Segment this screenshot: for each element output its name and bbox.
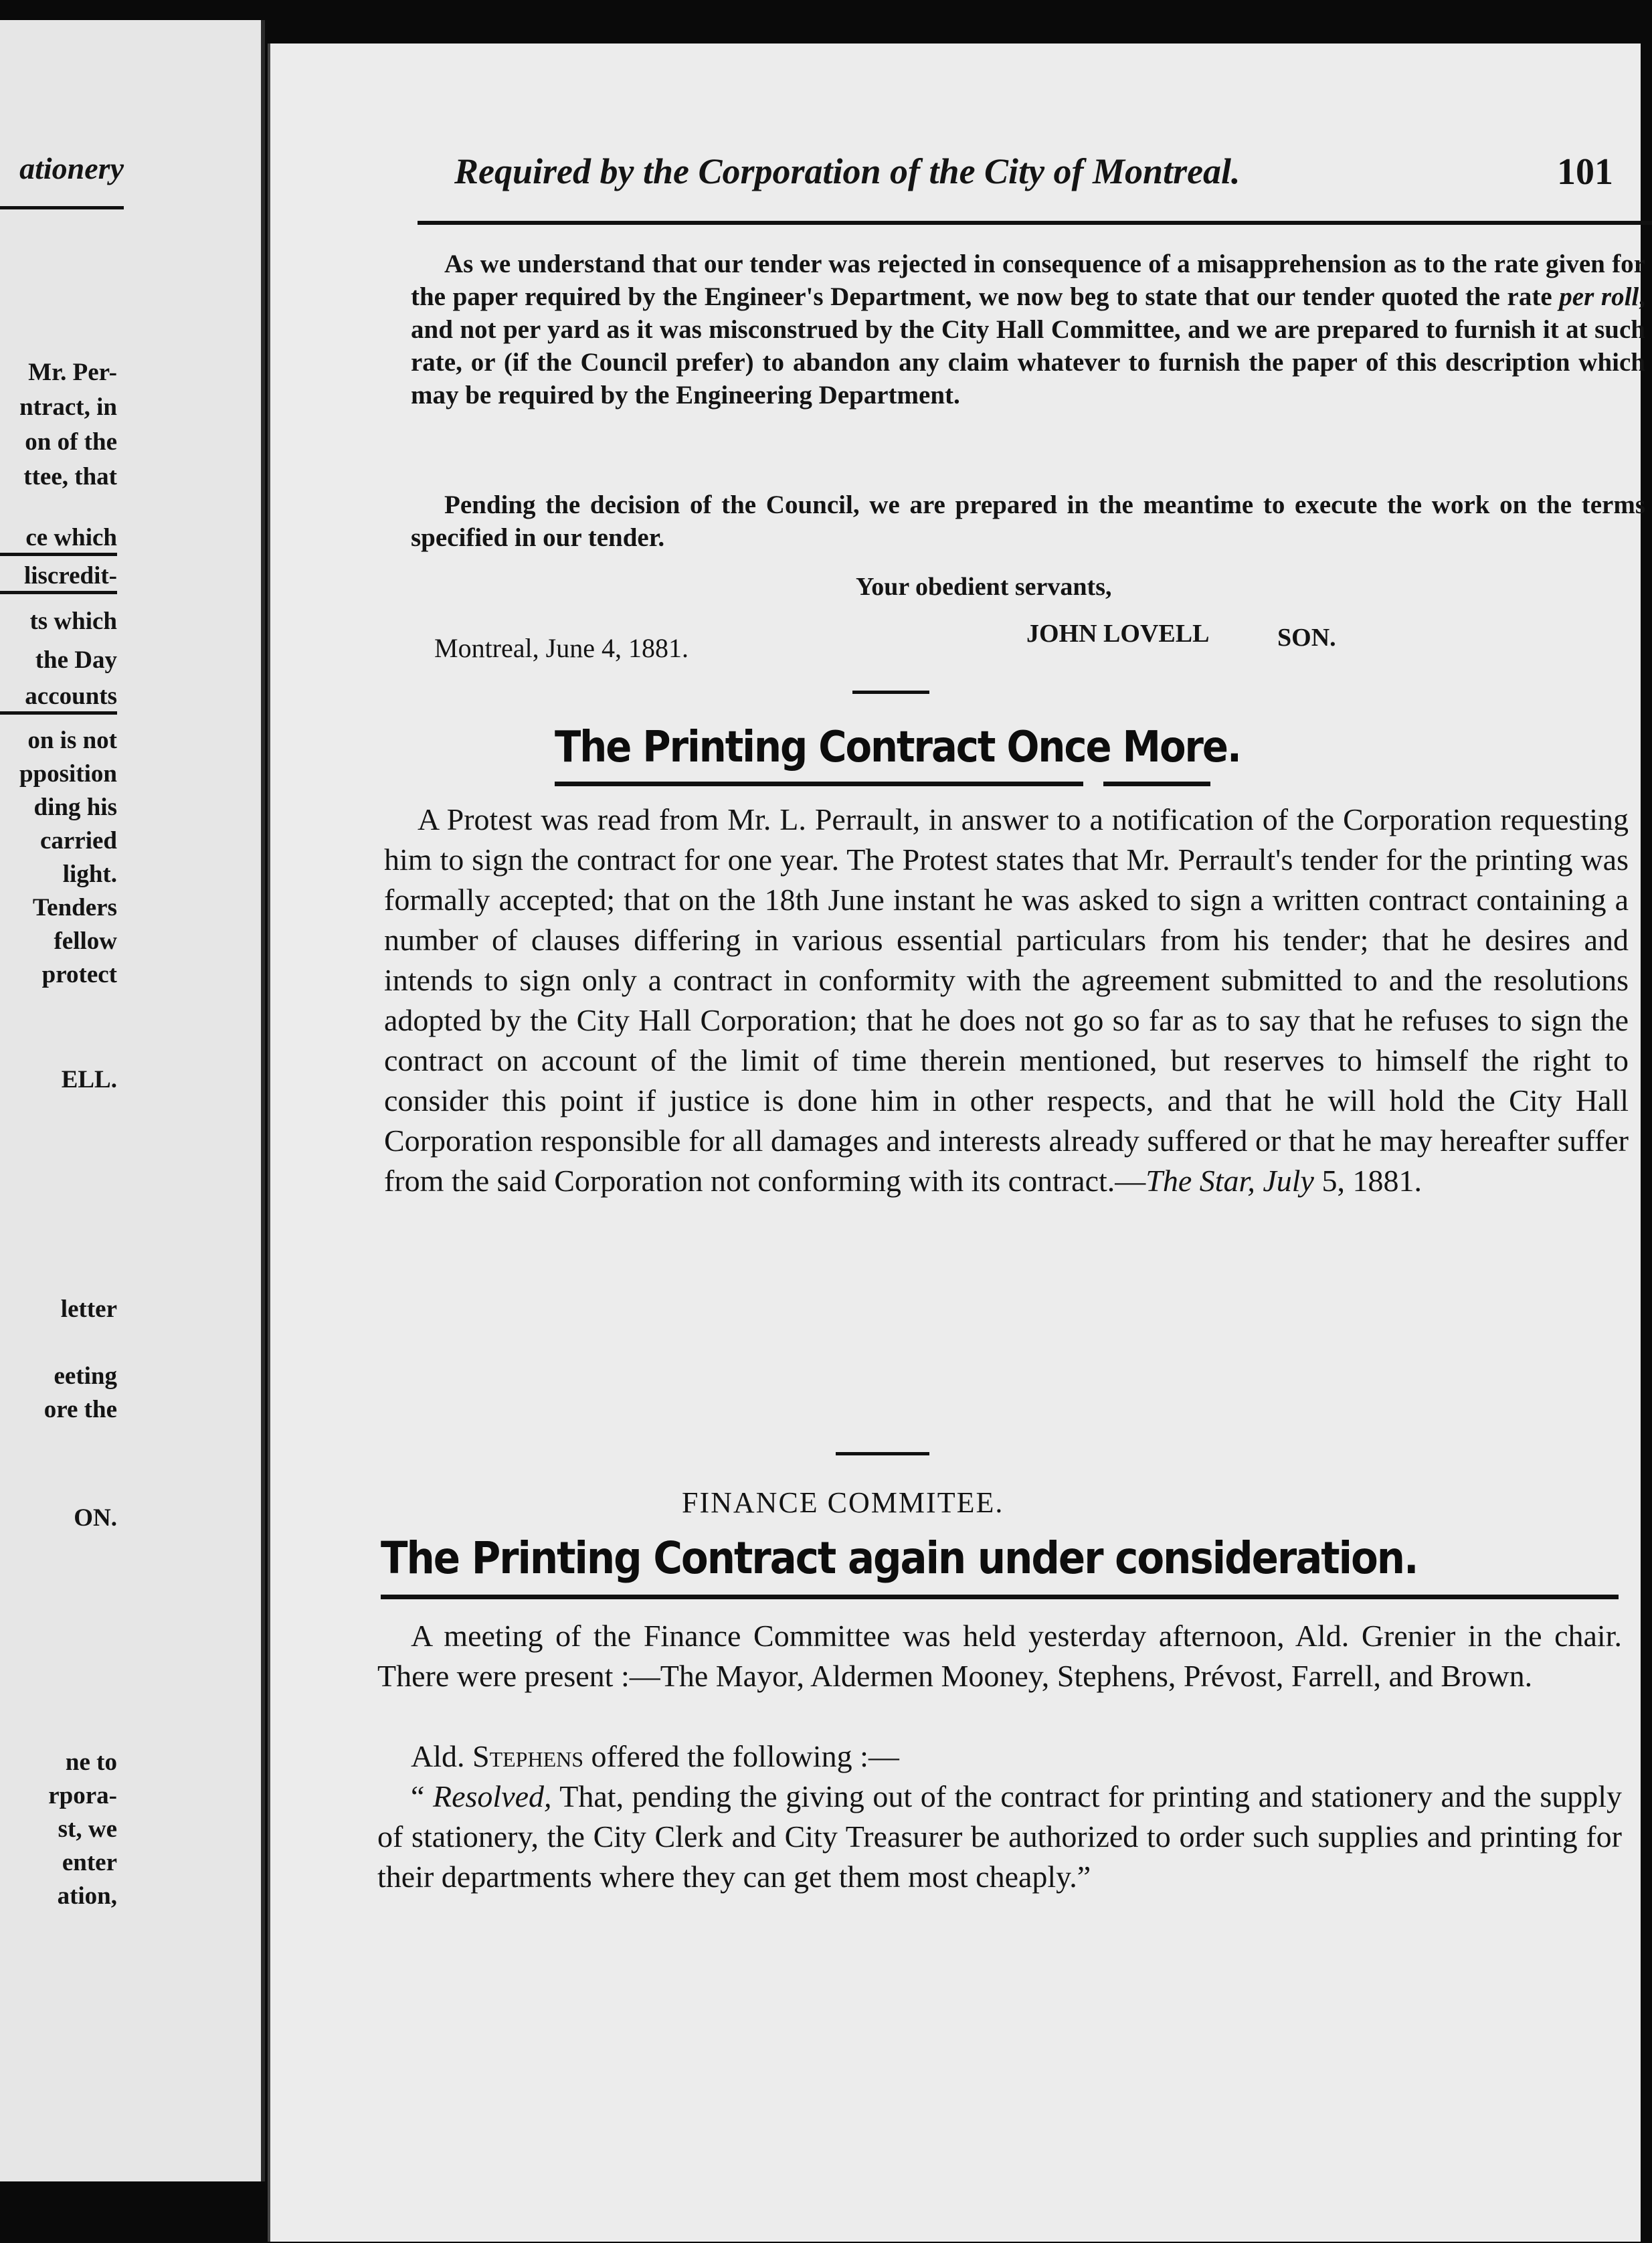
- left-facing-page: [0, 20, 265, 2181]
- left-fragment: letter: [60, 1295, 117, 1323]
- article-1-text: A Protest was read from Mr. L. Perrault, in answer to a notification of the Corporation requesting him to sign the contract for one year. The Protest states that Mr. Perrault's tender for the printing was formally accepted; that on the 18th June instant he was asked to sign a written contract containing a number of clauses differing in various essential particulars from his tender; that he desires and intends to sign only a contract in conformity with the agreement submitted to and the resolutions adopted by the City Hall Corporation; that he does not go so far as to say that he refuses to sign the contract on account of the limit of time therein mentioned, but reserves to himself the right to consider this point if justice is done him in other respects, and that he will hold the City Hall Corporation responsible for all damages and interests already suffered or that he may hereafter suffer from the said Corporation not conforming with its contract.—: [384, 802, 1629, 1198]
- letter-text: As we understand that our tender was rejected in consequence of a misapprehension as to the rate given for the paper required by the Engineer's Department, we now beg to state that our tender quoted the rate: [411, 250, 1645, 311]
- letter-paragraph-2: Pending the decision of the Council, we are prepared in the meantime to execute the work on the terms specified in our tender.: [411, 490, 1645, 552]
- left-fragment: enter: [62, 1849, 117, 1876]
- left-fragment: carried: [39, 827, 117, 855]
- left-fragment: on of the: [25, 428, 117, 456]
- left-fragment: ntract, in: [19, 393, 117, 421]
- article-2-kicker: FINANCE COMMITEE.: [682, 1486, 1004, 1519]
- article-1-source: The Star, July: [1145, 1164, 1314, 1198]
- left-fragment: Tenders: [32, 894, 117, 921]
- left-fragment: st, we: [58, 1815, 117, 1843]
- article-2-paragraph-2: [377, 1736, 1622, 1777]
- article-1-source-date: 5, 1881.: [1313, 1164, 1422, 1198]
- running-head: [454, 151, 1645, 192]
- left-fragment: on is not: [27, 727, 117, 754]
- resolution-lead: Resolved,: [433, 1779, 552, 1813]
- article-1-body: [384, 800, 1629, 1201]
- left-fragment: Mr. Per-: [28, 359, 117, 386]
- letter-paragraph-1: [411, 248, 1645, 412]
- article-1-title-end: More.: [1122, 723, 1241, 772]
- running-title: Required by the Corporation of the City of Montreal.: [454, 151, 1241, 191]
- article-2-text: Ald.: [411, 1739, 472, 1773]
- left-fragment: ne to: [65, 1748, 117, 1776]
- article-2-text: offered the following :—: [583, 1739, 899, 1773]
- quote-mark: “: [411, 1779, 433, 1813]
- letter-closing: Your obedient servants,: [856, 573, 1112, 601]
- article-2-resolution: [377, 1777, 1622, 1897]
- article-1-title-rule: [555, 782, 1083, 786]
- left-fragment: pposition: [19, 760, 117, 788]
- left-fragment: liscredit-: [0, 563, 117, 594]
- letter-text: , and not per yard as it was misconstrued by the City Hall Committee, and we are prepared to furnish it at such rate, or (if the Council prefer) to abandon any claim whatever to furnish the paper of this description which may be required by the Engineering Department.: [411, 282, 1645, 410]
- article-2-title-rule: [381, 1595, 1619, 1599]
- signature-son: SON.: [1277, 624, 1336, 652]
- article-1-title-main: The Printing Contract Once: [555, 723, 1111, 772]
- header-rule: [418, 221, 1652, 225]
- left-fragment: protect: [41, 961, 117, 988]
- left-fragment: ON.: [74, 1504, 117, 1532]
- alderman-name: Stephens: [472, 1739, 584, 1773]
- section-divider: [852, 691, 929, 694]
- article-1-title-rule-end: [1103, 782, 1210, 786]
- page-number: 101: [1557, 151, 1613, 193]
- left-fragment: eeting: [54, 1362, 117, 1390]
- resolution-text: That, pending the giving out of the contract for printing and stationery and the supply of stationery, the City Clerk and City Treasurer be authorized to order such supplies and printing for their departments where they can get them most cheaply.”: [377, 1779, 1622, 1894]
- left-fragment: accounts: [0, 684, 117, 715]
- signature-name: JOHN LOVELL: [1026, 620, 1210, 648]
- section-divider: [836, 1452, 929, 1455]
- left-fragment: ation,: [57, 1882, 117, 1910]
- article-1-title: [555, 723, 1241, 772]
- left-page-running-head: ationery: [0, 151, 124, 209]
- left-fragment: ce which: [0, 525, 117, 556]
- left-fragment: ding his: [33, 794, 117, 821]
- left-fragment: ore the: [43, 1396, 117, 1423]
- left-fragment: light.: [62, 861, 117, 888]
- left-fragment: the Day: [35, 646, 117, 674]
- letter-dateline: Montreal, June 4, 1881.: [434, 633, 689, 663]
- left-fragment: ts which: [29, 608, 117, 635]
- left-fragment: rpora-: [48, 1782, 117, 1809]
- main-page: [268, 43, 1645, 2242]
- left-fragment: ELL.: [61, 1066, 117, 1093]
- article-2-title: The Printing Contract again under consideration.: [381, 1532, 1418, 1584]
- letter-emphasis: per roll: [1559, 282, 1639, 311]
- article-2-paragraph-1: A meeting of the Finance Committee was held yesterday afternoon, Ald. Grenier in the chair. There were present :—The Mayor, Aldermen Mooney, Stephens, Prévost, Farrell, and Brown.: [377, 1619, 1622, 1693]
- left-fragment: fellow: [54, 927, 117, 955]
- left-fragment: ttee, that: [23, 463, 117, 490]
